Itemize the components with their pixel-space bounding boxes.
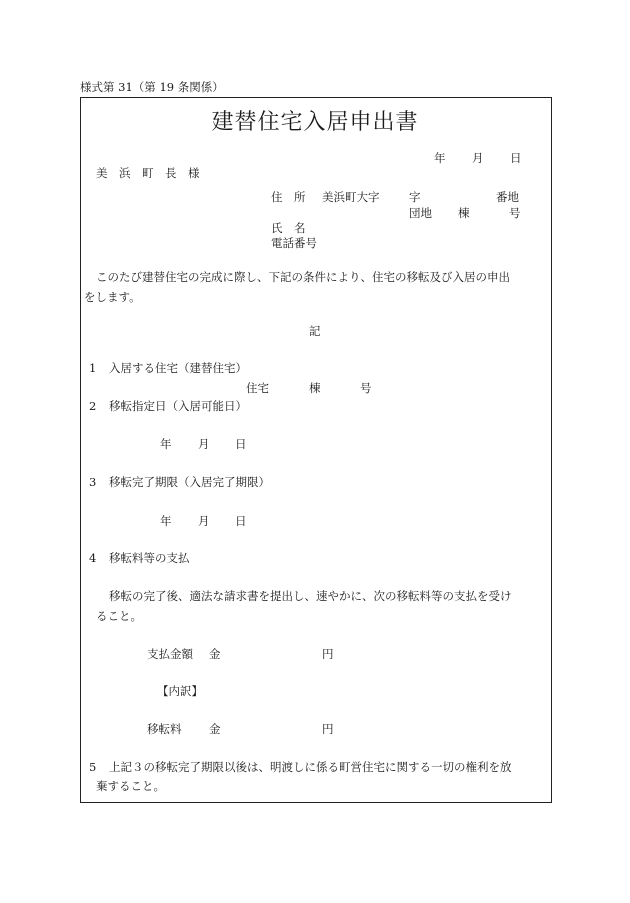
item-3-day: 日 bbox=[235, 514, 247, 528]
breakdown-heading: 【内訳】 bbox=[157, 684, 203, 698]
item-1-jutaku: 住宅 bbox=[246, 381, 269, 395]
page-title: 建替住宅入居申出書 bbox=[211, 110, 419, 135]
intro-line-1: このたび建替住宅の完成に際し、下記の条件により、住宅の移転及び入居の申出 bbox=[96, 270, 510, 284]
address-label: 住 所 bbox=[271, 190, 306, 204]
gou-label: 号 bbox=[509, 206, 521, 220]
aza-label: 字 bbox=[409, 190, 421, 204]
item-5-text-1: 上記３の移転完了期限以後は、明渡しに係る町営住宅に関する一切の権利を放 bbox=[109, 760, 512, 774]
item-1-gou: 号 bbox=[360, 381, 372, 395]
mune-label: 棟 bbox=[458, 206, 470, 220]
iten-kin: 金 bbox=[209, 722, 221, 736]
item-2-day: 日 bbox=[235, 437, 247, 451]
address-value: 美浜町大字 bbox=[322, 190, 380, 204]
item-1-mune: 棟 bbox=[309, 381, 321, 395]
item-1-label: 入居する住宅（建替住宅） bbox=[109, 361, 247, 375]
danchi-label: 団地 bbox=[409, 206, 432, 220]
date-day: 日 bbox=[510, 151, 522, 165]
date-month: 月 bbox=[472, 151, 484, 165]
item-4-label: 移転料等の支払 bbox=[109, 551, 190, 565]
addressee: 美 浜 町 長 様 bbox=[96, 166, 200, 180]
item-5-text-2: 棄すること。 bbox=[96, 779, 165, 793]
payment-yen: 円 bbox=[322, 647, 334, 661]
item-2-year: 年 bbox=[160, 437, 172, 451]
payment-kin: 金 bbox=[209, 647, 221, 661]
date-year: 年 bbox=[434, 151, 446, 165]
iten-label: 移転料 bbox=[147, 722, 182, 736]
item-3-number: 3 bbox=[89, 475, 97, 489]
item-1-number: 1 bbox=[89, 361, 97, 375]
item-5-number: 5 bbox=[89, 760, 97, 774]
item-4-text-1: 移転の完了後、適法な請求書を提出し、速やかに、次の移転料等の支払を受け bbox=[109, 589, 512, 603]
name-label: 氏 名 bbox=[271, 221, 306, 235]
item-4-number: 4 bbox=[89, 551, 97, 565]
payment-label: 支払金額 bbox=[147, 647, 193, 661]
form-frame bbox=[80, 97, 552, 803]
intro-line-2: をします。 bbox=[84, 290, 141, 304]
item-2-number: 2 bbox=[89, 399, 97, 413]
item-3-label: 移転完了期限（入居完了期限） bbox=[109, 475, 270, 489]
item-3-year: 年 bbox=[160, 514, 172, 528]
form-label: 様式第 31（第 19 条関係） bbox=[80, 80, 224, 94]
ki-heading: 記 bbox=[309, 324, 321, 338]
banchi-label: 番地 bbox=[496, 190, 519, 204]
item-2-month: 月 bbox=[198, 437, 210, 451]
phone-label: 電話番号 bbox=[271, 236, 317, 250]
iten-yen: 円 bbox=[322, 722, 334, 736]
item-4-text-2: ること。 bbox=[96, 609, 142, 623]
item-2-label: 移転指定日（入居可能日） bbox=[109, 399, 247, 413]
item-3-month: 月 bbox=[198, 514, 210, 528]
